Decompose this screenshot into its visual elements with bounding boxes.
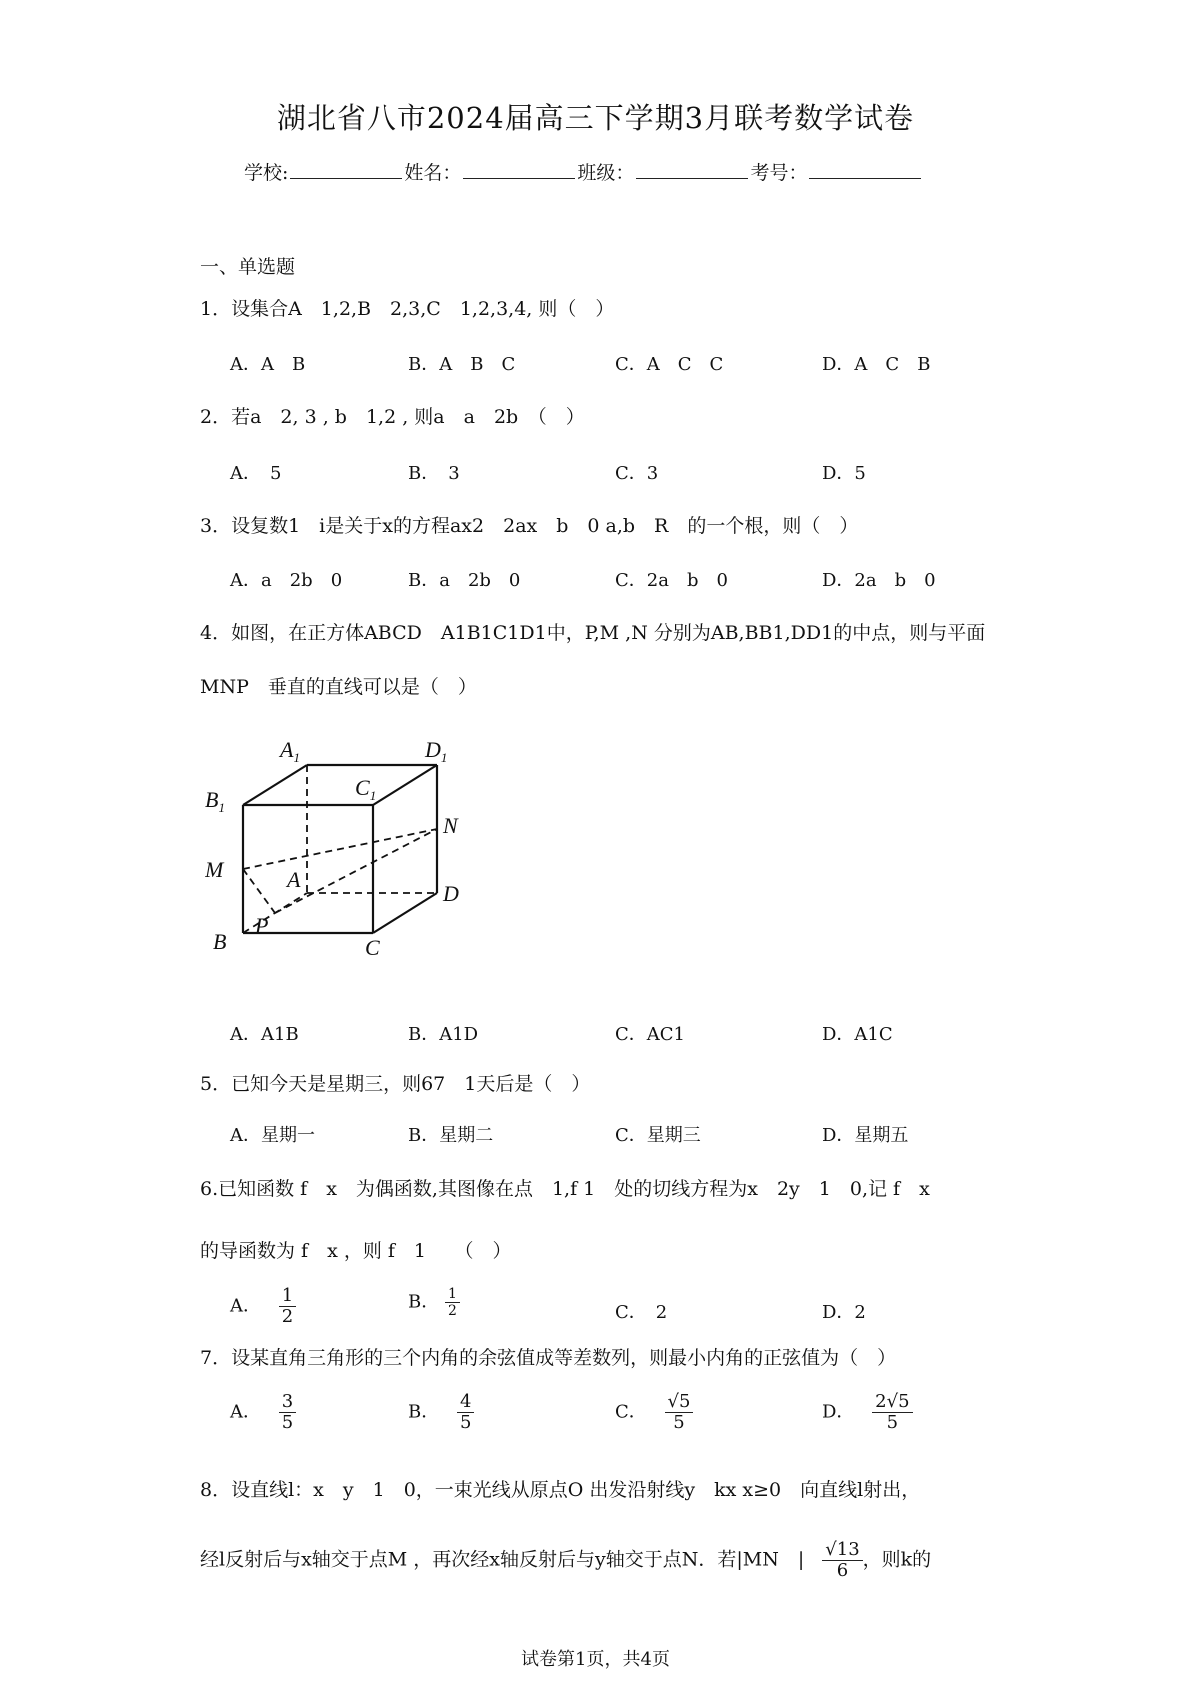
class-label: 班级： — [577, 162, 635, 184]
question-4-option-a: A．A1B — [230, 1024, 299, 1045]
question-5-option-c: C．星期三 — [615, 1125, 701, 1146]
label-P: P — [255, 913, 269, 938]
question-5-option-d: D．星期五 — [822, 1125, 909, 1146]
page-footer: 试卷第1页，共4页 — [521, 1649, 670, 1670]
question-4-option-c: C．AC1 — [615, 1024, 685, 1045]
question-2-stem: 2．若a 2, 3 , b 1,2 , 则a a 2b （ ） — [200, 406, 585, 428]
question-7-option-a: A． $\frac{3}{5}$ — [230, 1392, 296, 1433]
question-4-stem-line-2: MNP 垂直的直线可以是（ ） — [200, 676, 477, 698]
question-7-option-c: C． $\frac{√5}{5}$ — [615, 1392, 693, 1433]
name-blank — [463, 160, 575, 179]
question-3-option-c: C．2a b 0 — [615, 570, 728, 591]
option-a-label: A． — [230, 1295, 261, 1317]
question-2-option-c: C．3 — [615, 463, 659, 484]
label-C1: $C_1$ — [355, 775, 377, 803]
label-M: M — [205, 857, 224, 882]
label-A: A — [287, 867, 301, 892]
label-C: C — [365, 935, 380, 960]
question-3-option-b: B．a 2b 0 — [408, 570, 521, 591]
question-6-stem-line-2: 的导函数为 f x ，则 f 1 （ ） — [200, 1240, 512, 1262]
option-b-fraction: $\frac{1}{2}$ — [445, 1286, 460, 1319]
question-4-option-d: D．A1C — [822, 1024, 893, 1045]
question-7-option-b: B． $\frac{4}{5}$ — [408, 1392, 474, 1433]
question-1-option-a: A．A B — [230, 354, 306, 375]
question-5-stem: 5．已知今天是星期三，则67 1天后是（ ） — [200, 1073, 591, 1095]
label-B: B — [213, 929, 227, 954]
question-1-stem: 1．设集合A 1,2,B 2,3,C 1,2,3,4, 则（ ） — [200, 298, 615, 320]
question-2-option-b: B． 3 — [408, 463, 460, 484]
school-blank — [290, 160, 402, 179]
question-5-option-a: A．星期一 — [230, 1125, 315, 1146]
option-c-fraction: $\frac{√5}{5}$ — [665, 1392, 694, 1433]
mn-fraction: $\frac{√13}{6}$ — [822, 1540, 862, 1581]
label-D: D — [443, 881, 459, 906]
question-3-option-a: A．a 2b 0 — [230, 570, 343, 591]
exam-number-blank — [809, 160, 921, 179]
question-6-option-c: C． 2 — [615, 1302, 668, 1323]
question-3-stem: 3．设复数1 i是关于x的方程ax2 2ax b 0 a,b R 的一个根，则（ ） — [200, 515, 859, 537]
class-blank — [636, 160, 748, 179]
option-d-fraction: $\frac{2√5}{5}$ — [872, 1392, 912, 1433]
label-D1: $D_1$ — [425, 737, 448, 765]
question-4-stem-line-1: 4．如图，在正方体ABCD A1B1C1D1中，P,M ,N 分别为AB,BB1,DD1的中点，则与平面 — [200, 622, 986, 644]
question-7-option-d: D． $\frac{2√5}{5}$ — [822, 1392, 913, 1433]
question-6-option-a — [230, 1286, 296, 1327]
option-b-fraction: $\frac{4}{5}$ — [457, 1392, 474, 1433]
question-1-option-d: D．A C B — [822, 354, 931, 375]
question-3-option-d: D．2a b 0 — [822, 570, 936, 591]
option-b-label: B． — [408, 1291, 440, 1313]
question-6-stem-line-1: 6.已知函数 f x 为偶函数,其图像在点 1,f 1 处的切线方程为x 2y 1 0,记 f x — [200, 1178, 930, 1200]
page-title: 湖北省八市2024届高三下学期3月联考数学试卷 — [276, 101, 915, 135]
school-label: 学校: — [244, 162, 289, 184]
section-heading: 一、单选题 — [200, 256, 296, 278]
name-label: 姓名： — [404, 162, 462, 184]
student-info-line — [244, 158, 923, 185]
exam-number-label: 考号： — [750, 162, 808, 184]
question-1-option-c: C．A C C — [615, 354, 724, 375]
label-N: N — [443, 813, 458, 838]
question-2-option-a: A． 5 — [230, 463, 282, 484]
question-7-stem: 7．设某直角三角形的三个内角的余弦值成等差数列，则最小内角的正弦值为（ ） — [200, 1347, 897, 1369]
question-8-stem-line-1: 8．设直线l：x y 1 0，一束光线从原点O 出发沿射线y kx x≥0 向直线l射出， — [200, 1479, 921, 1501]
question-2-option-d: D．5 — [822, 463, 866, 484]
label-A1: $A_1$ — [280, 737, 300, 765]
cube-figure — [205, 725, 475, 970]
question-4-option-b: B．A1D — [408, 1024, 479, 1045]
question-6-option-b — [408, 1286, 460, 1319]
question-5-option-b: B．星期二 — [408, 1125, 494, 1146]
option-a-fraction: $\frac{1}{2}$ — [279, 1286, 296, 1327]
question-8-stem-line-2: 经l反射后与x轴交于点M ，再次经x轴反射后与y轴交于点N．若|MN | $\frac{√13}{6}$ ，则k的 — [200, 1539, 932, 1581]
question-1-option-b: B．A B C — [408, 354, 516, 375]
question-6-option-d: D．2 — [822, 1302, 866, 1323]
option-a-fraction: $\frac{3}{5}$ — [279, 1392, 296, 1433]
label-B1: $B_1$ — [205, 787, 225, 815]
